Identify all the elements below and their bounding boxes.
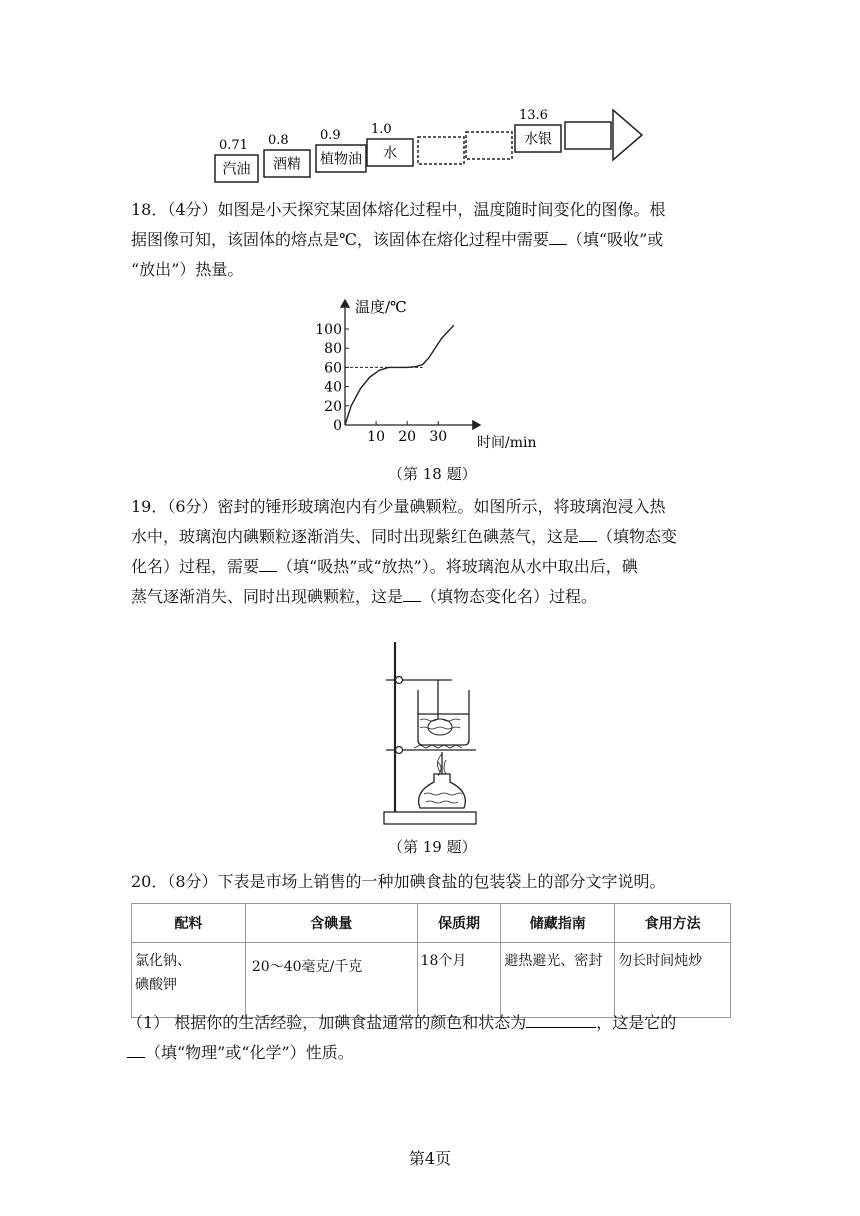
table-cell-iodine-content: 20～40毫克/千克 [245,943,417,1018]
y-tick-label: 40 [324,379,342,396]
q18-line1: 18．（4分）如图是小天探究某固体熔化过程中，温度随时间变化的图像。根 [131,200,666,219]
density-strip-figure [210,105,650,185]
answer-blank[interactable] [526,1013,596,1028]
question-18 [131,195,731,285]
page-number: 第4页 [408,1149,452,1168]
x-axis-label: 时间/min [477,435,537,451]
x-tick-label: 10 [367,429,385,445]
y-tick-label: 100 [315,322,342,338]
x-tick-label: 30 [429,429,448,445]
salt-label-table [131,903,731,1018]
temperature-curve [345,325,454,425]
density-box-label: 植物油 [320,151,362,168]
q18-line3: “放出”）热量。 [131,260,244,279]
q20-sub1: （1） 根据你的生活经验，加碘食盐通常的颜色和状态为 ，这是它的 （填“物理”或“化学”）性质。 [127,1013,677,1062]
q19-caption: （第 19 题） [388,838,477,856]
iodine-apparatus-figure [378,632,488,832]
x-tick-label: 20 [398,429,417,445]
table-header-cell: 含碘量 [245,904,417,943]
table-cell-shelf-life: 18个月 [417,943,501,1018]
density-value-label: 13.6 [519,108,548,123]
table-cell-ingredients: 氯化钠、碘酸钾 [132,943,246,1018]
density-value-label: 0.9 [320,128,341,143]
density-value-label: 1.0 [371,122,392,137]
table-header-cell: 配料 [132,904,246,943]
answer-blank[interactable] [549,230,567,245]
q18-line2: 据图像可知，该固体的熔点是℃，该固体在熔化过程中需要 （填“吸收”或 [131,230,664,249]
table-header-row [132,904,731,943]
answer-blank[interactable] [579,527,597,542]
question-20 [131,867,731,897]
answer-blank[interactable] [259,557,277,572]
melting-chart [305,292,555,460]
arrow-icon [613,110,642,160]
density-value-label: 0.8 [268,133,289,148]
table-cell-usage: 勿长时间炖炒 [615,943,731,1018]
y-tick-label: 20 [324,398,342,415]
y-tick-label: 60 [324,360,342,377]
q19-line3: 化名）过程，需要 （填“吸热”或“放热”）。将玻璃泡从水中取出后，碘 [131,557,638,576]
q20-line1: 20．（8分）下表是市场上销售的一种加碘食盐的包装袋上的部分文字说明。 [131,872,666,891]
density-box [466,132,512,159]
q19-line2: 水中，玻璃泡内碘颗粒逐渐消失、同时出现紫红色碘蒸气，这是 （填物态变 [131,527,678,546]
density-box [565,122,611,149]
question-19 [131,492,731,612]
density-box [418,137,464,164]
table-header-cell: 保质期 [417,904,501,943]
q19-line1: 19．（6分）密封的锤形玻璃泡内有少量碘颗粒。如图所示，将玻璃泡浸入热 [131,497,666,516]
table-header-cell: 食用方法 [615,904,731,943]
table-row [132,943,731,1018]
density-box-label: 酒精 [273,156,301,173]
table-cell-storage: 避热避光、密封 [501,943,615,1018]
density-box-label: 汽油 [222,161,251,178]
density-box-label: 水 [383,145,397,162]
answer-blank[interactable] [403,587,421,602]
q18-caption: （第 18 题） [388,465,477,483]
table-header-cell: 储藏指南 [501,904,615,943]
density-value-label: 0.71 [219,138,248,153]
q19-line4: 蒸气逐渐消失、同时出现碘颗粒，这是 （填物态变化名）过程。 [131,587,598,606]
density-box-label: 水银 [524,131,552,148]
y-tick-label: 80 [324,341,342,358]
y-tick-label: 0 [333,418,342,434]
y-axis-label: 温度/℃ [355,298,407,316]
answer-blank[interactable] [127,1043,145,1058]
